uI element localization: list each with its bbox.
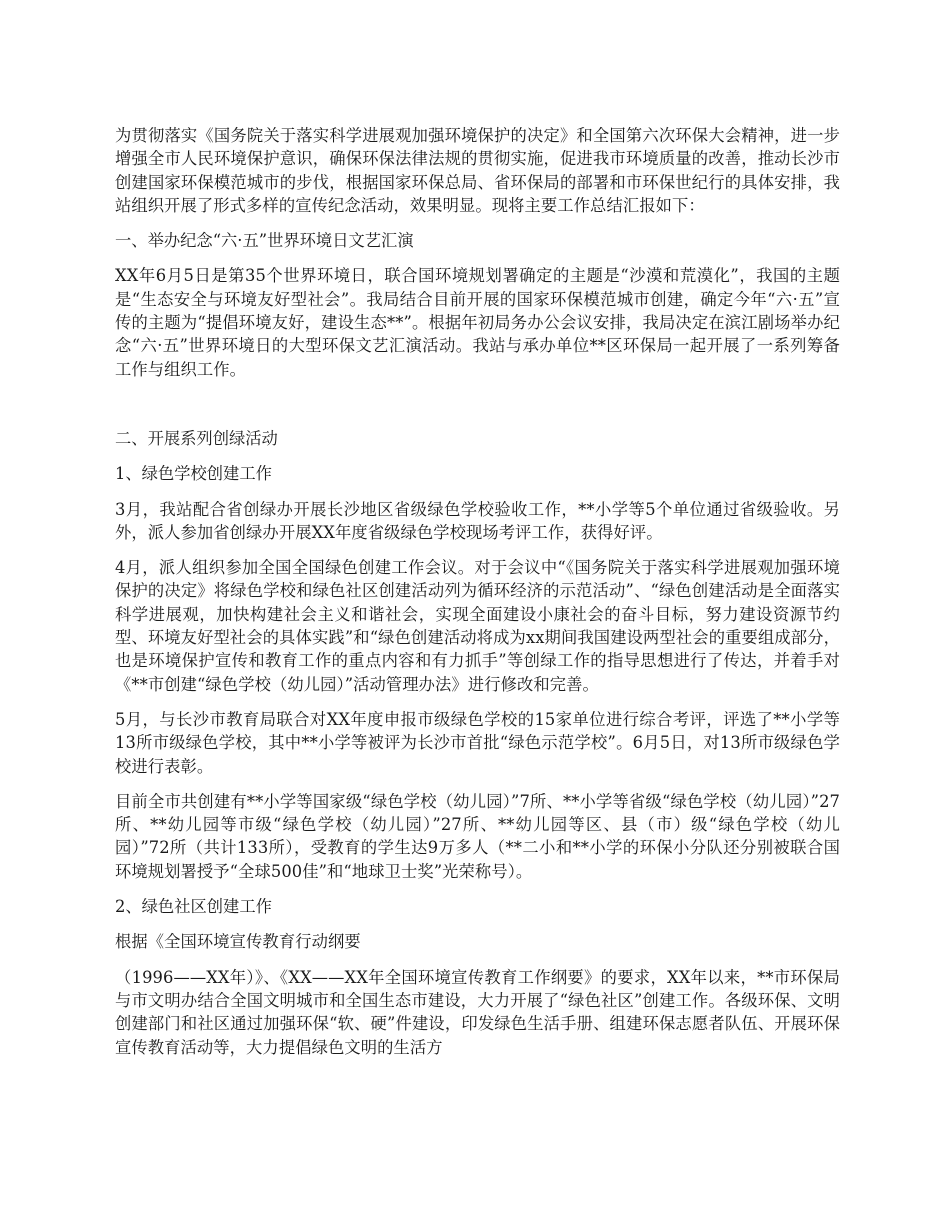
subsection-green-community-heading: 2、绿色社区创建工作: [115, 897, 272, 917]
document-page: [115, 124, 840, 1071]
section-1-paragraph: XX年6月5日是第35个世界环境日，联合国环境规划署确定的主题是“沙漠和荒漠化”，我国的主题是“生态安全与环境友好型社会”。我局结合目前开展的国家环保模范城市创建，确定今年“六·五”宣传的主题为“提倡环境友好，建设生态**”。根据年初局务办公会议安排，我局决定在滨江剧场举办纪念“六·五”世界环境日的大型环保文艺汇演活动。我站与承办单位**区环保局一起开展了一系列筹备工作与组织工作。: [115, 266, 840, 379]
green-school-paragraph-march: 3月，我站配合省创绿办开展长沙地区省级绿色学校验收工作，**小学等5个单位通过省级验收。另外，派人参加省创绿办开展XX年度省级绿色学校现场考评工作，获得好评。: [115, 499, 840, 542]
section-2-heading: 二、开展系列创绿活动: [115, 428, 278, 448]
green-school-paragraph-april: 4月，派人组织参加全国全国绿色创建工作会议。对于会议中“《国务院关于落实科学进展观加强环境保护的决定》将绿色学校和绿色社区创建活动列为循环经济的示范活动”、“绿色创建活动是全面落实科学进展观，加快构建社会主义和谐社会，实现全面建设小康社会的奋斗目标，努力建设资源节约型、环境友好型社会的具体实践”和“绿色创建活动将成为xx期间我国建设两型社会的重要组成部分，也是环境保护宣传和教育工作的重点内容和有力抓手”等创绿工作的指导思想进行了传达，并着手对《**市创建“绿色学校（幼儿园）”活动管理办法》进行修改和完善。: [115, 558, 840, 694]
section-spacer: [115, 393, 840, 427]
intro-paragraph: 为贯彻落实《国务院关于落实科学进展观加强环境保护的决定》和全国第六次环保大会精神，进一步增强全市人民环境保护意识，确保环保法律法规的贯彻实施，促进我市环境质量的改善，推动长沙市创建国家环保模范城市的步伐，根据国家环保总局、省环保局的部署和市环保世纪行的具体安排，我站组织开展了形式多样的宣传纪念活动，效果明显。现将主要工作总结汇报如下：: [115, 126, 840, 215]
green-school-paragraph-summary: 目前全市共创建有**小学等国家级“绿色学校（幼儿园）”7所、**小学等省级“绿色学校（幼儿园）”27所、**幼儿园等市级“绿色学校（幼儿园）”27所、**幼儿园等区、县（市）级“绿色学校（幼儿园）”72所（共计133所），受教育的学生达9万多人（**二小和**小学的环保小分队还分别被联合国环境规划署授予“全球500佳”和“地球卫士奖”光荣称号）。: [115, 791, 840, 881]
green-community-paragraph-1: 根据《全国环境宣传教育行动纲要: [115, 932, 361, 952]
subsection-green-school-heading: 1、绿色学校创建工作: [115, 464, 272, 484]
green-school-paragraph-may: 5月，与长沙市教育局联合对XX年度申报市级绿色学校的15家单位进行综合考评，评选了**小学等13所市级绿色学校，其中**小学等被评为长沙市首批“绿色示范学校”。6月5日，对13所市级绿色学校进行表彰。: [115, 709, 840, 776]
green-community-paragraph-2: （1996——XX年）》、《XX——XX年全国环境宣传教育工作纲要》的要求，XX年以来，**市环保局与市文明办结合全国文明城市和全国生态市建设，大力开展了“绿色社区”创建工作。各级环保、文明创建部门和社区通过加强环保“软、硬”件建设，印发绿色生活手册、组建环保志愿者队伍、开展环保宣传教育活动等，大力提倡绿色文明的生活方: [115, 967, 840, 1057]
section-1-heading: 一、举办纪念“六·五”世界环境日文艺汇演: [115, 231, 414, 251]
